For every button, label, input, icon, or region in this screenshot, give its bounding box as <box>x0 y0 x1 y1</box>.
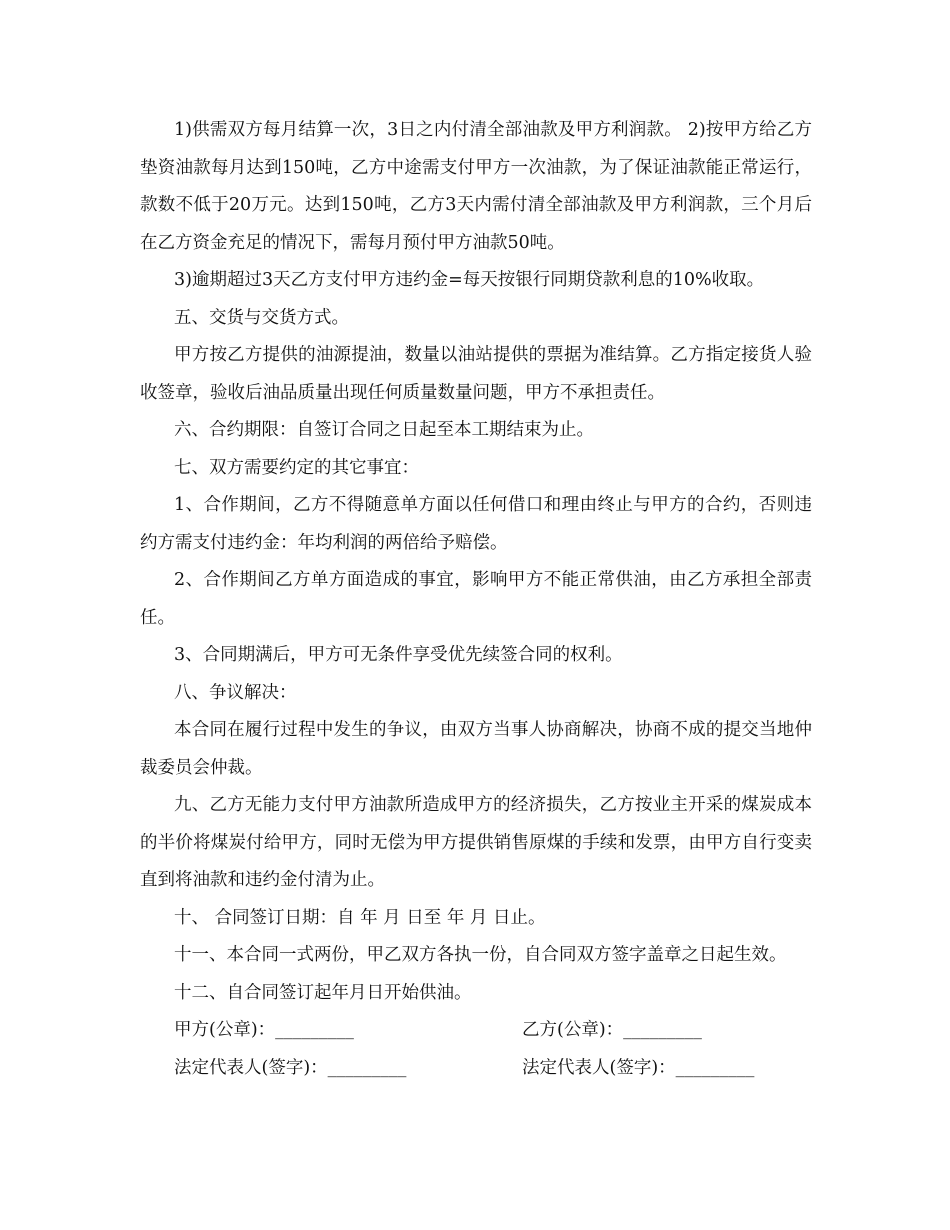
party-b-seal-field: 乙方(公章)：_________ <box>522 1020 702 1040</box>
clause-penalty: 3)逾期超过3天乙方支付甲方违约金=每天按银行同期贷款利息的10%收取。 <box>174 270 765 290</box>
section-six-term: 六、合约期限：自签订合同之日起至本工期结束为止。 <box>174 420 594 440</box>
party-b-representative-field: 法定代表人(签字)：_________ <box>522 1057 755 1078</box>
section-five-heading: 五、交货与交货方式。 <box>174 307 349 328</box>
clause-termination: 1、合作期间，乙方不得随意单方面以任何借口和理由终止与甲方的合约，否则违约方需支付违约金：年均利润的两倍给予赔偿。 <box>140 495 812 553</box>
clause-settlement: 1)供需双方每月结算一次，3日之内付清全部油款及甲方利润款。 2)按甲方给乙方垫资油款每月达到150吨，乙方中途需支付甲方一次油款，为了保证油款能正常运行，款数不低于20万元。达到150吨，乙方3天内需付清全部油款及甲方利润款，三个月后在乙方资金充足的情况下，需每月预付甲方油款50吨。 <box>140 120 812 253</box>
section-nine-compensation: 九、乙方无能力支付甲方油款所造成甲方的经济损失，乙方按业主开采的煤炭成本的半价将煤炭付给甲方，同时无偿为甲方提供销售原煤的手续和发票，由甲方自行变卖直到将油款和违约金付清为止。 <box>140 795 812 890</box>
document-page <box>140 112 812 1087</box>
representative-row <box>140 1050 812 1088</box>
clause-delivery: 甲方按乙方提供的油源提油，数量以油站提供的票据为准结算。乙方指定接货人验收签章，验收后油品质量出现任何质量数量问题，甲方不承担责任。 <box>140 345 812 403</box>
section-eight-heading: 八、争议解决： <box>174 682 297 703</box>
section-eleven-copies: 十一、本合同一式两份，甲乙双方各执一份，自合同双方签字盖章之日起生效。 <box>174 945 787 965</box>
party-a-representative-field: 法定代表人(签字)：_________ <box>174 1057 407 1078</box>
clause-renewal: 3、合同期满后，甲方可无条件享受优先续签合同的权利。 <box>174 645 623 665</box>
section-ten-date: 十、 合同签订日期：自 年 月 日至 年 月 日止。 <box>174 907 546 928</box>
section-seven-heading: 七、双方需要约定的其它事宜： <box>174 457 419 478</box>
party-a-seal-field: 甲方(公章)：_________ <box>174 1020 354 1040</box>
seal-row <box>140 1012 812 1050</box>
clause-dispute: 本合同在履行过程中发生的争议，由双方当事人协商解决，协商不成的提交当地仲裁委员会仲裁。 <box>140 720 812 778</box>
clause-liability: 2、合作期间乙方单方面造成的事宜，影响甲方不能正常供油，由乙方承担全部责任。 <box>140 570 812 628</box>
section-twelve-supply: 十二、自合同签订起年月日开始供油。 <box>174 982 472 1003</box>
